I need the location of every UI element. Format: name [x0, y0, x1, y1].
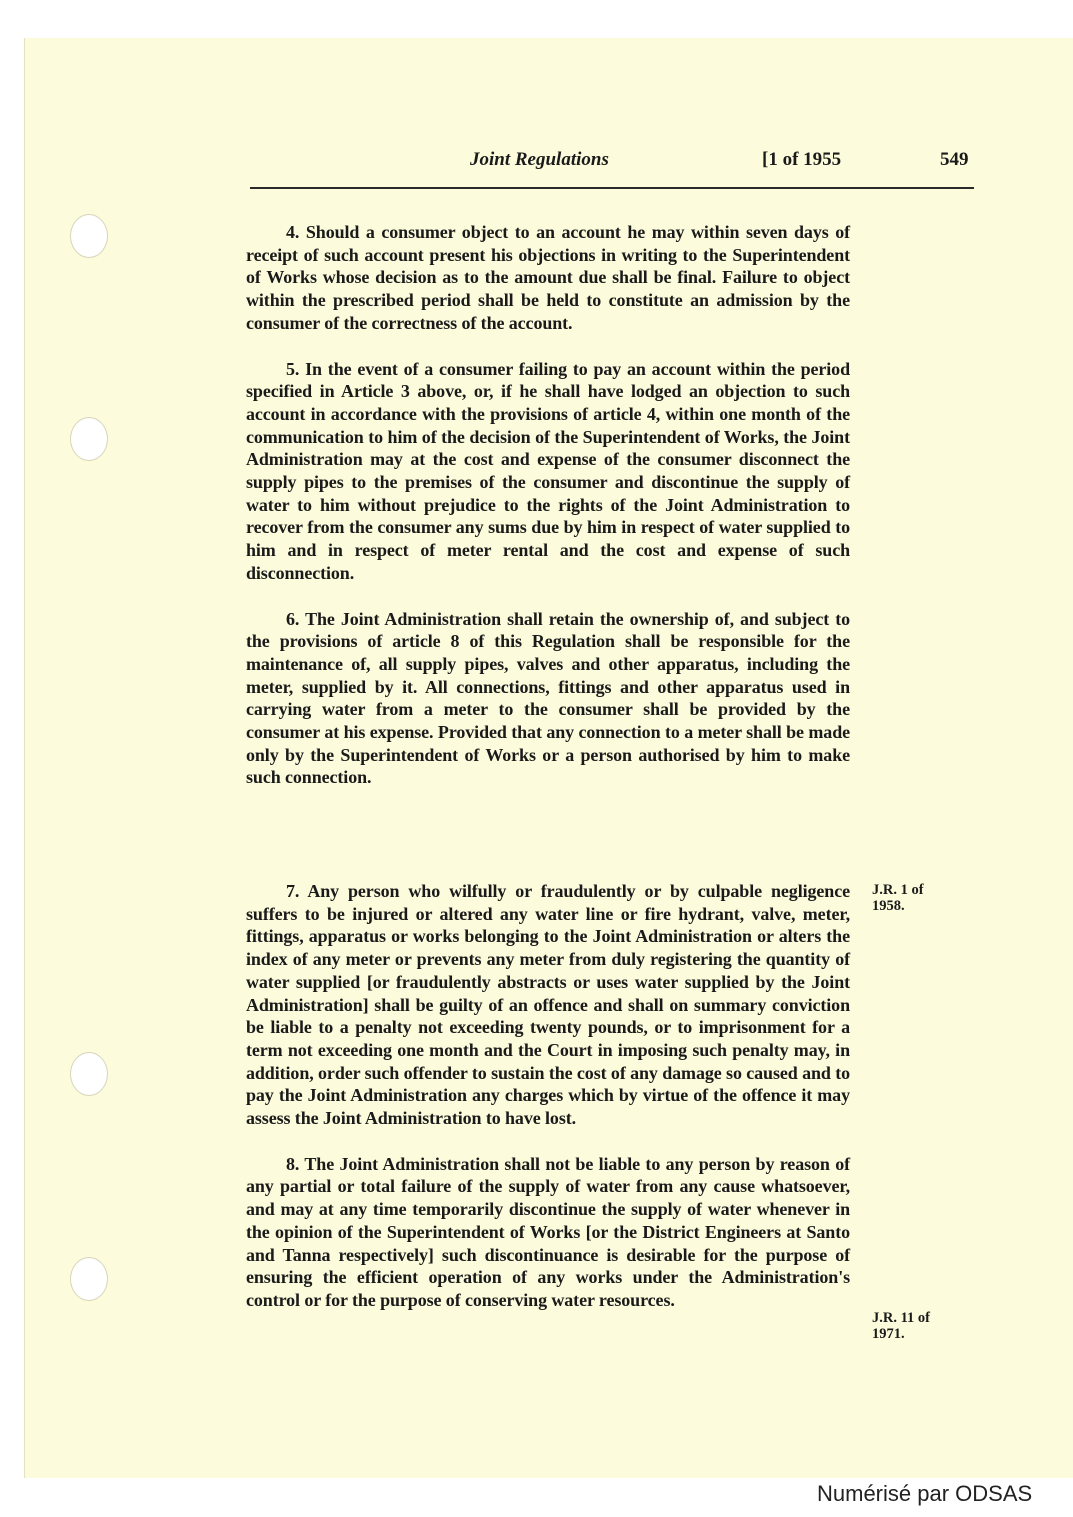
running-head-reference: [1 of 1955	[762, 149, 842, 170]
article-number: 7.	[286, 881, 300, 901]
margin-note-line: J.R. 1 of	[872, 882, 924, 898]
article-5	[246, 358, 850, 585]
article-block-1	[246, 221, 850, 812]
punch-hole-1	[70, 214, 108, 258]
article-text: In the event of a consumer failing to pay an account within the period specified in Article 3 above, or, if he shall have lodged an objection to such account in accordance with the provisions of article 4, within one month of the communication to him of the decision of the Superintendent of Works, the Joint Administration may at the cost and expense of the consumer disconnect the supply pipes to the premises of the consumer and discontinue the supply of water to him without prejudice to the rights of the Joint Administration to recover from the consumer any sums due by him in respect of water supplied to him and in respect of meter rental and the cost and expense of such disconnection.	[246, 358, 850, 583]
article-number: 5.	[286, 358, 300, 379]
margin-note-line: 1958.	[872, 898, 905, 914]
margin-note-2	[872, 1310, 930, 1342]
punch-hole-2	[70, 417, 108, 461]
article-7	[246, 880, 850, 1130]
article-6	[246, 608, 850, 790]
margin-note-line: J.R. 11 of	[872, 1310, 930, 1326]
punch-hole-3	[70, 1052, 108, 1096]
article-text: Any person who wilfully or fraudulently or by culpable negligence suffers to be injured or altered any water line or fire hydrant, valve, meter, fittings, apparatus or works belonging to the Joint Administration or alters the index of any meter or prevents any meter from duly registering the quantity of water supplied [or fraudulently abstracts or uses water supplied by the Joint Administration] shall be guilty of an offence and shall on summary conviction be liable to a penalty not exceeding twenty pounds, or to imprisonment for a term not exceeding one month and the Court in imposing such penalty may, in addition, order such offender to sustain the cost of any damage so caused and to pay the Joint Administration any charges which by virtue of the offence it may assess the Joint Administration to have lost.	[246, 881, 850, 1129]
article-block-2	[246, 880, 850, 1335]
page-number: 549	[940, 149, 969, 170]
margin-note-line: 1971.	[872, 1326, 905, 1342]
article-text: The Joint Administration shall retain the ownership of, and subject to the provisions of article 8 of this Regulation shall be responsible for the maintenance of, all supply pipes, valves and other apparatus, including the meter, supplied by it. All connections, fittings and other apparatus used in carrying water from a meter to the consumer shall be provided by the consumer at his expense. Provided that any connection to a meter shall be made only by the Superintendent of Works or a person authorised by him to make such connection.	[246, 608, 850, 788]
article-text: Should a consumer object to an account he may within seven days of receipt of such account present his objections in writing to the Superintendent of Works whose decision as to the amount due shall be final. Failure to object within the prescribed period shall be held to constitute an admission by the consumer of the correctness of the account.	[246, 222, 850, 333]
article-text: The Joint Administration shall not be liable to any person by reason of any partial or total failure of the supply of water from any cause whatsoever, and may at any time temporarily discontinue the supply of water whenever in the opinion of the Superintendent of Works [or the District Engineers at Santo and Tanna respectively] such discontinuance is desirable for the purpose of ensuring the efficient operation of any works under the Administration's control or for the purpose of conserving water resources.	[246, 1153, 851, 1310]
article-number: 8.	[286, 1153, 300, 1174]
digitization-credit: Numérisé par ODSAS	[817, 1481, 1033, 1506]
header-rule	[250, 187, 974, 189]
article-number: 6.	[286, 608, 300, 629]
article-8	[246, 1153, 850, 1312]
article-number: 4.	[286, 222, 300, 242]
article-4	[246, 221, 850, 335]
punch-hole-4	[70, 1257, 108, 1301]
running-head-title: Joint Regulations	[470, 149, 609, 170]
margin-note-1	[872, 882, 924, 914]
